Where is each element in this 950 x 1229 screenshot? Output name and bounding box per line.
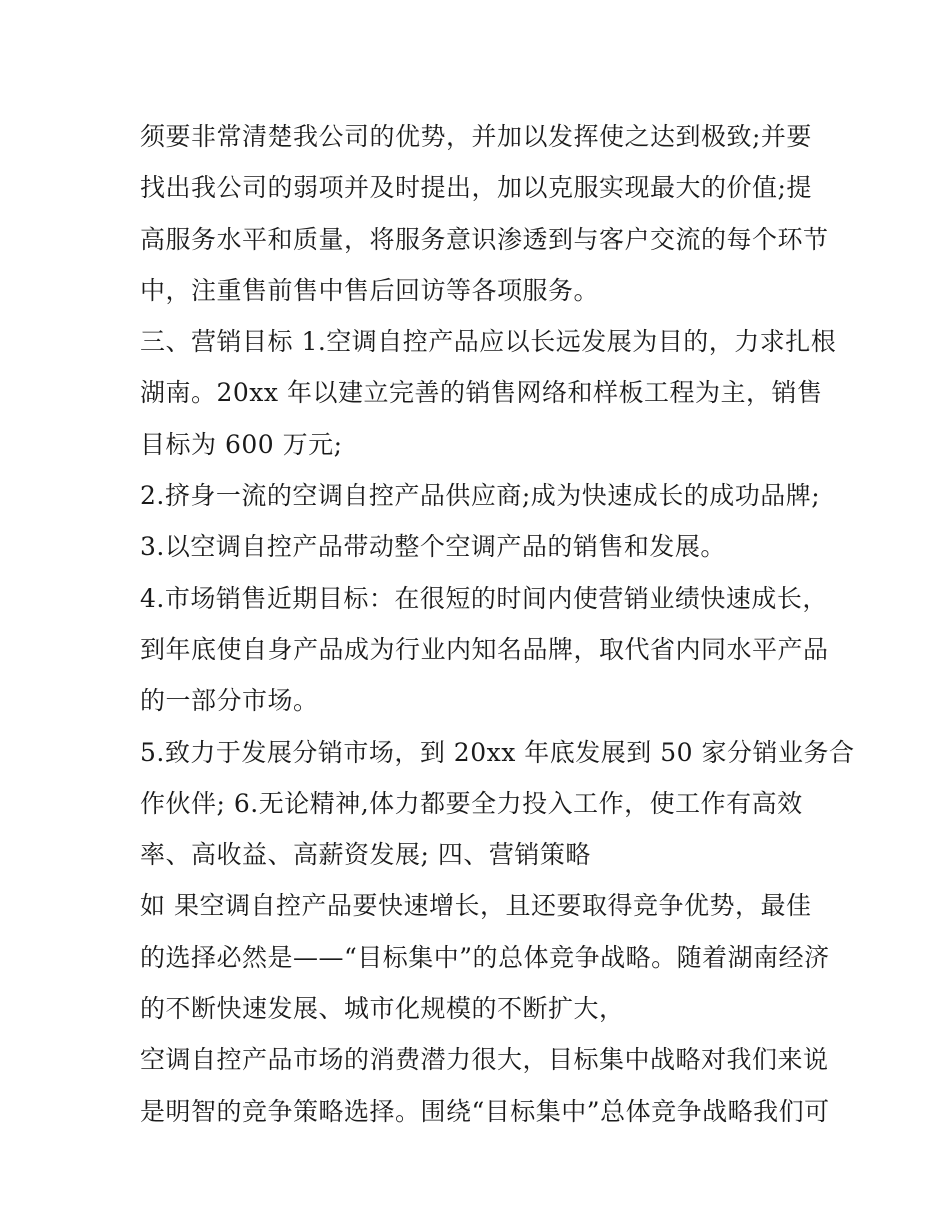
list-item-line: 3.以空调自控产品带动整个空调产品的销售和发展。	[140, 532, 726, 562]
text-line: 湖南。20xx 年以建立完善的销售网络和样板工程为主，销售	[140, 378, 823, 408]
document-body	[140, 111, 855, 1137]
text-line: 如 果空调自控产品要快速增长，且还要取得竞争优势，最佳	[140, 891, 812, 921]
text-line: 找出我公司的弱项并及时提出，加以克服实现最大的价值;提	[140, 173, 812, 203]
text-line: 中，注重售前售中售后回访等各项服务。	[140, 275, 600, 305]
section-heading-line: 率、高收益、高薪资发展; 四、营销策略	[140, 840, 591, 870]
text-line: 是明智的竞争策略选择。围绕“目标集中”总体竞争战略我们可	[140, 1096, 830, 1126]
text-line: 高服务水平和质量，将服务意识渗透到与客户交流的每个环节	[140, 224, 829, 254]
section-heading-line: 三、营销目标 1.空调自控产品应以长远发展为目的，力求扎根	[140, 327, 837, 357]
list-item-line: 5.致力于发展分销市场，到 20xx 年底发展到 50 家分销业务合	[140, 737, 855, 767]
text-line: 到年底使自身产品成为行业内知名品牌，取代省内同水平产品	[140, 634, 829, 664]
text-line: 的选择必然是——“目标集中”的总体竞争战略。随着湖南经济	[140, 942, 830, 972]
text-line: 须要非常清楚我公司的优势，并加以发挥使之达到极致;并要	[140, 122, 812, 151]
text-line: 目标为 600 万元;	[140, 429, 343, 459]
text-line: 作伙伴; 6.无论精神,体力都要全力投入工作，使工作有高效	[140, 788, 803, 818]
list-item-line: 4.市场销售近期目标：在很短的时间内使营销业绩快速成长，	[140, 583, 828, 613]
text-line: 空调自控产品市场的消费潜力很大，目标集中战略对我们来说	[140, 1045, 829, 1075]
text-line: 的不断快速发展、城市化规模的不断扩大，	[140, 994, 625, 1024]
text-line: 的一部分市场。	[140, 686, 319, 716]
list-item-line: 2.挤身一流的空调自控产品供应商;成为快速成长的成功品牌;	[140, 481, 821, 511]
